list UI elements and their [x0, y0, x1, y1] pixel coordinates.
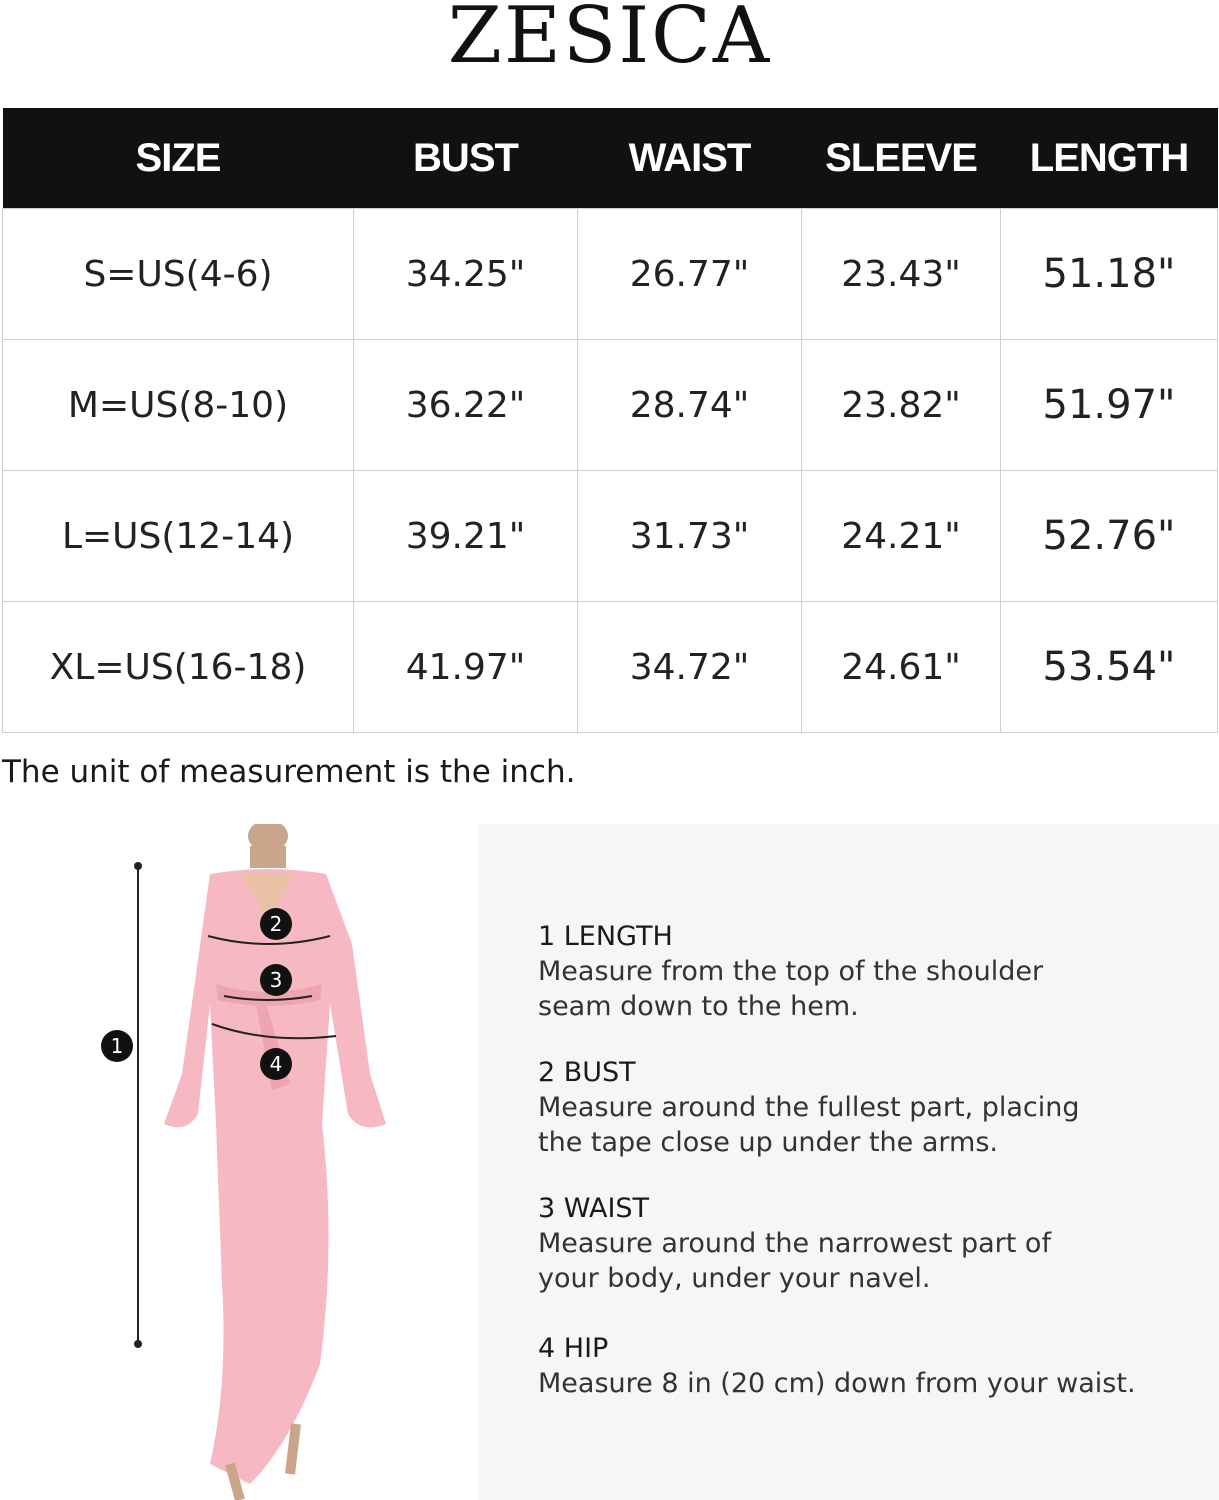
guide-item-title: 2 BUST — [538, 1057, 636, 1088]
sleeve-cell: 24.61" — [802, 602, 1001, 733]
marker-3-label: 3 — [269, 968, 283, 992]
guide-item-waist — [538, 1192, 1198, 1296]
column-header-waist: WAIST — [578, 108, 802, 209]
marker-1-label: 1 — [110, 1034, 124, 1058]
column-header-bust: BUST — [354, 108, 578, 209]
marker-2-label: 2 — [269, 912, 283, 936]
length-cell: 52.76" — [1001, 471, 1218, 602]
guide-item-hip — [538, 1332, 1198, 1401]
guide-item-description: Measure from the top of the shoulder seam down to the hem. — [538, 956, 1044, 1022]
table-row — [3, 602, 1218, 733]
length-cell: 53.54" — [1001, 602, 1218, 733]
marker-4-label: 4 — [269, 1052, 283, 1076]
guide-item-description: Measure 8 in (20 cm) down from your waist. — [538, 1368, 1136, 1399]
size-cell: M=US(8-10) — [3, 340, 354, 471]
guide-item-title: 4 HIP — [538, 1333, 609, 1364]
table-row — [3, 340, 1218, 471]
column-header-size: SIZE — [3, 108, 354, 209]
brand-logo: ZESICA — [447, 0, 772, 81]
column-header-length: LENGTH — [1001, 108, 1218, 209]
marker-4-icon — [260, 1048, 292, 1080]
size-cell: S=US(4-6) — [3, 209, 354, 340]
sleeve-cell: 23.82" — [802, 340, 1001, 471]
bust-cell: 41.97" — [354, 602, 578, 733]
waist-cell: 34.72" — [578, 602, 802, 733]
length-line-bottom-dot — [134, 1340, 142, 1348]
bust-cell: 36.22" — [354, 340, 578, 471]
waist-cell: 31.73" — [578, 471, 802, 602]
length-cell: 51.18" — [1001, 209, 1218, 340]
waist-cell: 26.77" — [578, 209, 802, 340]
length-cell: 51.97" — [1001, 340, 1218, 471]
marker-3-icon — [260, 964, 292, 996]
size-cell: XL=US(16-18) — [3, 602, 354, 733]
bust-cell: 39.21" — [354, 471, 578, 602]
guide-item-description: Measure around the narrowest part of your body, under your navel. — [538, 1228, 1051, 1294]
sleeve-cell: 23.43" — [802, 209, 1001, 340]
waist-cell: 28.74" — [578, 340, 802, 471]
guide-item-length — [538, 920, 1198, 1024]
length-line-top-dot — [134, 862, 142, 870]
table-header-row — [3, 108, 1218, 209]
bust-cell: 34.25" — [354, 209, 578, 340]
guide-item-bust — [538, 1056, 1198, 1160]
model-measurement-figure — [90, 824, 450, 1500]
marker-1-icon — [101, 1030, 133, 1062]
table-row — [3, 209, 1218, 340]
size-chart-table — [2, 108, 1218, 733]
sleeve-cell: 24.21" — [802, 471, 1001, 602]
size-cell: L=US(12-14) — [3, 471, 354, 602]
column-header-sleeve: SLEEVE — [802, 108, 1001, 209]
guide-item-description: Measure around the fullest part, placing the tape close up under the arms. — [538, 1092, 1080, 1158]
unit-note: The unit of measurement is the inch. — [2, 754, 576, 790]
guide-item-title: 1 LENGTH — [538, 921, 673, 952]
measurement-guide-panel — [478, 824, 1219, 1500]
guide-item-title: 3 WAIST — [538, 1193, 650, 1224]
marker-2-icon — [260, 908, 292, 940]
table-row — [3, 471, 1218, 602]
